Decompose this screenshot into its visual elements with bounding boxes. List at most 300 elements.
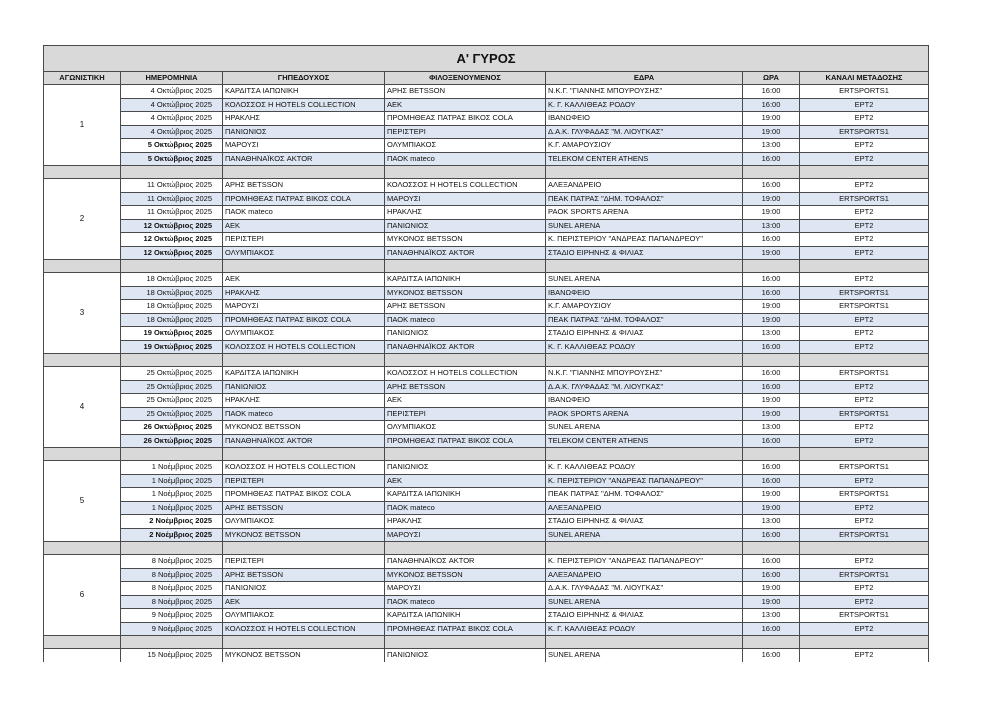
match-date: 2 Νοέμβριος 2025 [121, 528, 223, 542]
separator-cell [546, 354, 743, 367]
header-row [44, 72, 929, 85]
match-time: 16:00 [743, 286, 800, 300]
separator-cell [223, 542, 385, 555]
separator-cell [121, 166, 223, 179]
venue: Κ.Γ. ΑΜΑΡΟΥΣΙΟΥ [546, 139, 743, 153]
match-row [44, 98, 929, 112]
away-team: ΜΑΡΟΥΣΙ [385, 582, 546, 596]
match-row [44, 273, 929, 287]
match-time: 16:00 [743, 273, 800, 287]
venue: SUNEL ARENA [546, 273, 743, 287]
match-row [44, 139, 929, 153]
match-time: 16:00 [743, 461, 800, 475]
match-time: 16:00 [743, 98, 800, 112]
separator-cell [743, 542, 800, 555]
separator-cell [121, 636, 223, 649]
separator-cell [121, 542, 223, 555]
match-date: 12 Οκτώβριος 2025 [121, 219, 223, 233]
away-team: ΑΡΗΣ BETSSON [385, 300, 546, 314]
home-team: ΚΟΛΟΣΣΟΣ Η HOTELS COLLECTION [223, 461, 385, 475]
separator-cell [121, 260, 223, 273]
match-date: 4 Οκτώβριος 2025 [121, 85, 223, 99]
match-time: 16:00 [743, 152, 800, 166]
venue: Κ. ΠΕΡΙΣΤΕΡΙΟΥ "ΑΝΔΡΕΑΣ ΠΑΠΑΝΔΡΕΟΥ" [546, 555, 743, 569]
venue: SUNEL ARENA [546, 219, 743, 233]
separator-cell [385, 636, 546, 649]
venue: SUNEL ARENA [546, 595, 743, 609]
separator-cell [44, 260, 121, 273]
venue: ΣΤΑΔΙΟ ΕΙΡΗΝΗΣ & ΦΙΛΙΑΣ [546, 246, 743, 260]
match-time: 19:00 [743, 501, 800, 515]
home-team: ΚΟΛΟΣΣΟΣ Η HOTELS COLLECTION [223, 98, 385, 112]
match-row [44, 595, 929, 609]
venue: ΣΤΑΔΙΟ ΕΙΡΗΝΗΣ & ΦΙΛΙΑΣ [546, 609, 743, 623]
venue: Δ.Α.Κ. ΓΛΥΦΑΔΑΣ "Μ. ΛΙΟΥΓΚΑΣ" [546, 125, 743, 139]
match-date: 25 Οκτώβριος 2025 [121, 367, 223, 381]
away-team: ΟΛΥΜΠΙΑΚΟΣ [385, 421, 546, 435]
home-team: ΚΑΡΔΙΤΣΑ ΙΑΠΩΝΙΚΗ [223, 85, 385, 99]
venue: ΑΛΕΞΑΝΔΡΕΙΟ [546, 179, 743, 193]
home-team: ΠΑΟΚ mateco [223, 206, 385, 220]
tv-channel: ERTSPORTS1 [800, 367, 929, 381]
home-team: ΠΕΡΙΣΤΕΡΙ [223, 474, 385, 488]
match-date: 9 Νοέμβριος 2025 [121, 622, 223, 636]
separator-cell [223, 636, 385, 649]
away-team: ΠΑΝΑΘΗΝΑΪΚΟΣ AKTOR [385, 555, 546, 569]
round-number: 3 [44, 273, 121, 354]
tv-channel: ΕΡΤ2 [800, 622, 929, 636]
match-row [44, 434, 929, 448]
home-team: ΜΑΡΟΥΣΙ [223, 300, 385, 314]
away-team: ΠΑΟΚ mateco [385, 501, 546, 515]
round-number: 5 [44, 461, 121, 542]
round-separator [44, 166, 929, 179]
tv-channel: ΕΡΤ2 [800, 112, 929, 126]
away-team: ΜΥΚΟΝΟΣ BETSSON [385, 286, 546, 300]
home-team: ΠΑΝΙΩΝΙΟΣ [223, 582, 385, 596]
match-row [44, 313, 929, 327]
match-row [44, 300, 929, 314]
match-row [44, 327, 929, 341]
away-team: ΚΟΛΟΣΣΟΣ Η HOTELS COLLECTION [385, 179, 546, 193]
match-date: 5 Οκτώβριος 2025 [121, 139, 223, 153]
home-team: ΗΡΑΚΛΗΣ [223, 286, 385, 300]
home-team: ΜΥΚΟΝΟΣ BETSSON [223, 528, 385, 542]
separator-cell [223, 166, 385, 179]
separator-cell [800, 354, 929, 367]
tv-channel: ERTSPORTS1 [800, 488, 929, 502]
match-date: 18 Οκτώβριος 2025 [121, 273, 223, 287]
schedule-sheet [43, 45, 928, 662]
tv-channel: ΕΡΤ2 [800, 246, 929, 260]
match-date: 8 Νοέμβριος 2025 [121, 568, 223, 582]
match-date: 19 Οκτώβριος 2025 [121, 340, 223, 354]
header-venue: ΕΔΡΑ [546, 72, 743, 85]
separator-cell [800, 542, 929, 555]
match-time: 16:00 [743, 474, 800, 488]
separator-cell [743, 260, 800, 273]
match-date: 9 Νοέμβριος 2025 [121, 609, 223, 623]
match-time: 16:00 [743, 179, 800, 193]
tv-channel: ΕΡΤ2 [800, 219, 929, 233]
venue: Κ. Γ. ΚΑΛΛΙΘΕΑΣ ΡΟΔΟΥ [546, 98, 743, 112]
home-team: ΟΛΥΜΠΙΑΚΟΣ [223, 515, 385, 529]
header-channel: ΚΑΝΑΛΙ ΜΕΤΑΔΟΣΗΣ [800, 72, 929, 85]
away-team: ΠΑΟΚ mateco [385, 595, 546, 609]
header-away: ΦΙΛΟΞΕΝΟΥΜΕΝΟΣ [385, 72, 546, 85]
schedule-body [44, 85, 929, 662]
home-team: ΑΕΚ [223, 595, 385, 609]
venue: Κ. Γ. ΚΑΛΛΙΘΕΑΣ ΡΟΔΟΥ [546, 340, 743, 354]
match-time: 16:00 [743, 367, 800, 381]
home-team: ΚΑΡΔΙΤΣΑ ΙΑΠΩΝΙΚΗ [223, 367, 385, 381]
match-time: 16:00 [743, 434, 800, 448]
match-row [44, 407, 929, 421]
venue: ΠΕΑΚ ΠΑΤΡΑΣ "ΔΗΜ. ΤΟΦΑΛΟΣ" [546, 313, 743, 327]
match-time: 13:00 [743, 515, 800, 529]
match-time: 13:00 [743, 609, 800, 623]
match-row [44, 340, 929, 354]
home-team: ΗΡΑΚΛΗΣ [223, 394, 385, 408]
away-team: ΗΡΑΚΛΗΣ [385, 515, 546, 529]
separator-cell [44, 636, 121, 649]
tv-channel: ERTSPORTS1 [800, 286, 929, 300]
venue: PAOK SPORTS ARENA [546, 206, 743, 220]
match-time: 16:00 [743, 340, 800, 354]
away-team: ΠΑΝΙΩΝΙΟΣ [385, 461, 546, 475]
tv-channel: ΕΡΤ2 [800, 394, 929, 408]
venue: ΣΤΑΔΙΟ ΕΙΡΗΝΗΣ & ΦΙΛΙΑΣ [546, 327, 743, 341]
tv-channel: ΕΡΤ2 [800, 233, 929, 247]
match-row [44, 192, 929, 206]
match-row [44, 286, 929, 300]
tv-channel: ΕΡΤ2 [800, 313, 929, 327]
match-time: 19:00 [743, 206, 800, 220]
round-number: 6 [44, 555, 121, 636]
venue: ΣΤΑΔΙΟ ΕΙΡΗΝΗΣ & ΦΙΛΙΑΣ [546, 515, 743, 529]
venue: ΠΕΑΚ ΠΑΤΡΑΣ "ΔΗΜ. ΤΟΦΑΛΟΣ" [546, 192, 743, 206]
match-row [44, 152, 929, 166]
match-date: 18 Οκτώβριος 2025 [121, 313, 223, 327]
match-date: 4 Οκτώβριος 2025 [121, 112, 223, 126]
match-row [44, 501, 929, 515]
away-team: ΠΡΟΜΗΘΕΑΣ ΠΑΤΡΑΣ ΒΙΚΟΣ COLA [385, 622, 546, 636]
away-team: ΑΕΚ [385, 394, 546, 408]
away-team: ΠΕΡΙΣΤΕΡΙ [385, 407, 546, 421]
match-time: 19:00 [743, 394, 800, 408]
away-team: ΚΑΡΔΙΤΣΑ ΙΑΠΩΝΙΚΗ [385, 609, 546, 623]
venue: ΙΒΑΝΩΦΕΙΟ [546, 286, 743, 300]
tv-channel: ΕΡΤ2 [800, 434, 929, 448]
match-row [44, 474, 929, 488]
home-team: ΠΕΡΙΣΤΕΡΙ [223, 555, 385, 569]
venue: Δ.Α.Κ. ΓΛΥΦΑΔΑΣ "Μ. ΛΙΟΥΓΚΑΣ" [546, 380, 743, 394]
tv-channel: ΕΡΤ2 [800, 421, 929, 435]
separator-cell [385, 166, 546, 179]
venue: ΙΒΑΝΩΦΕΙΟ [546, 112, 743, 126]
venue: ΑΛΕΞΑΝΔΡΕΙΟ [546, 568, 743, 582]
match-row [44, 394, 929, 408]
venue: Ν.Κ.Γ. "ΓΙΑΝΝΗΣ ΜΠΟΥΡΟΥΣΗΣ" [546, 85, 743, 99]
venue: TELEKOM CENTER ATHENS [546, 434, 743, 448]
match-row [44, 555, 929, 569]
match-date: 12 Οκτώβριος 2025 [121, 233, 223, 247]
separator-cell [743, 166, 800, 179]
match-date: 19 Οκτώβριος 2025 [121, 327, 223, 341]
home-team: ΜΥΚΟΝΟΣ BETSSON [223, 421, 385, 435]
match-date: 1 Νοέμβριος 2025 [121, 488, 223, 502]
match-row [44, 568, 929, 582]
home-team: ΗΡΑΚΛΗΣ [223, 112, 385, 126]
venue: SUNEL ARENA [546, 421, 743, 435]
separator-cell [546, 542, 743, 555]
away-team: ΟΛΥΜΠΙΑΚΟΣ [385, 139, 546, 153]
match-time: 19:00 [743, 488, 800, 502]
match-date: 2 Νοέμβριος 2025 [121, 515, 223, 529]
tv-channel: ERTSPORTS1 [800, 85, 929, 99]
match-row [44, 609, 929, 623]
away-team: ΠΑΝΙΩΝΙΟΣ [385, 649, 546, 662]
away-team: ΚΑΡΔΙΤΣΑ ΙΑΠΩΝΙΚΗ [385, 273, 546, 287]
separator-cell [743, 448, 800, 461]
separator-cell [546, 636, 743, 649]
match-date: 18 Οκτώβριος 2025 [121, 300, 223, 314]
home-team: ΑΡΗΣ BETSSON [223, 568, 385, 582]
round-separator [44, 636, 929, 649]
round-number: 1 [44, 85, 121, 166]
home-team: ΟΛΥΜΠΙΑΚΟΣ [223, 609, 385, 623]
away-team: ΠΕΡΙΣΤΕΡΙ [385, 125, 546, 139]
home-team: ΚΟΛΟΣΣΟΣ Η HOTELS COLLECTION [223, 340, 385, 354]
tv-channel: ERTSPORTS1 [800, 528, 929, 542]
match-date: 25 Οκτώβριος 2025 [121, 380, 223, 394]
home-team: ΟΛΥΜΠΙΑΚΟΣ [223, 327, 385, 341]
match-row [44, 488, 929, 502]
venue: Κ.Γ. ΑΜΑΡΟΥΣΙΟΥ [546, 300, 743, 314]
separator-cell [385, 354, 546, 367]
tv-channel: ERTSPORTS1 [800, 461, 929, 475]
home-team: ΜΥΚΟΝΟΣ BETSSON [223, 649, 385, 662]
tv-channel: ERTSPORTS1 [800, 125, 929, 139]
match-date: 1 Νοέμβριος 2025 [121, 461, 223, 475]
separator-cell [546, 166, 743, 179]
match-time: 16:00 [743, 380, 800, 394]
away-team: ΠΑΝΑΘΗΝΑΪΚΟΣ AKTOR [385, 340, 546, 354]
home-team: ΑΕΚ [223, 273, 385, 287]
tv-channel: ΕΡΤ2 [800, 380, 929, 394]
home-team: ΠΑΝΙΩΝΙΟΣ [223, 380, 385, 394]
venue: ΠΕΑΚ ΠΑΤΡΑΣ "ΔΗΜ. ΤΟΦΑΛΟΣ" [546, 488, 743, 502]
separator-cell [800, 448, 929, 461]
header-round: ΑΓΩΝΙΣΤΙΚΗ [44, 72, 121, 85]
away-team: ΑΕΚ [385, 474, 546, 488]
tv-channel: ΕΡΤ2 [800, 206, 929, 220]
match-time: 16:00 [743, 85, 800, 99]
venue: ΑΛΕΞΑΝΔΡΕΙΟ [546, 501, 743, 515]
round-separator [44, 542, 929, 555]
venue: Κ. ΠΕΡΙΣΤΕΡΙΟΥ "ΑΝΔΡΕΑΣ ΠΑΠΑΝΔΡΕΟΥ" [546, 233, 743, 247]
match-time: 19:00 [743, 192, 800, 206]
title-row [44, 46, 929, 72]
match-row [44, 85, 929, 99]
match-time: 19:00 [743, 125, 800, 139]
match-date: 8 Νοέμβριος 2025 [121, 555, 223, 569]
home-team: ΑΕΚ [223, 219, 385, 233]
tv-channel: ΕΡΤ2 [800, 515, 929, 529]
home-team: ΠΡΟΜΗΘΕΑΣ ΠΑΤΡΑΣ ΒΙΚΟΣ COLA [223, 313, 385, 327]
match-time: 13:00 [743, 327, 800, 341]
match-date: 26 Οκτώβριος 2025 [121, 421, 223, 435]
match-row [44, 582, 929, 596]
venue: Κ. Γ. ΚΑΛΛΙΘΕΑΣ ΡΟΔΟΥ [546, 461, 743, 475]
match-date: 8 Νοέμβριος 2025 [121, 582, 223, 596]
tv-channel: ΕΡΤ2 [800, 501, 929, 515]
away-team: ΜΑΡΟΥΣΙ [385, 528, 546, 542]
match-time: 16:00 [743, 622, 800, 636]
venue: SUNEL ARENA [546, 528, 743, 542]
venue: Ν.Κ.Γ. "ΓΙΑΝΝΗΣ ΜΠΟΥΡΟΥΣΗΣ" [546, 367, 743, 381]
home-team: ΠΡΟΜΗΘΕΑΣ ΠΑΤΡΑΣ ΒΙΚΟΣ COLA [223, 192, 385, 206]
match-date: 4 Οκτώβριος 2025 [121, 98, 223, 112]
match-time: 19:00 [743, 313, 800, 327]
match-time: 19:00 [743, 595, 800, 609]
match-row [44, 515, 929, 529]
match-row [44, 125, 929, 139]
schedule-table [43, 45, 929, 662]
away-team: ΠΑΟΚ mateco [385, 313, 546, 327]
match-date: 26 Οκτώβριος 2025 [121, 434, 223, 448]
away-team: ΠΡΟΜΗΘΕΑΣ ΠΑΤΡΑΣ ΒΙΚΟΣ COLA [385, 434, 546, 448]
away-team: ΠΑΝΙΩΝΙΟΣ [385, 219, 546, 233]
separator-cell [800, 636, 929, 649]
tv-channel: ΕΡΤ2 [800, 582, 929, 596]
match-time: 13:00 [743, 139, 800, 153]
venue: Κ. ΠΕΡΙΣΤΕΡΙΟΥ "ΑΝΔΡΕΑΣ ΠΑΠΑΝΔΡΕΟΥ" [546, 474, 743, 488]
match-time: 19:00 [743, 300, 800, 314]
home-team: ΚΟΛΟΣΣΟΣ Η HOTELS COLLECTION [223, 622, 385, 636]
separator-cell [385, 448, 546, 461]
away-team: ΜΥΚΟΝΟΣ BETSSON [385, 233, 546, 247]
tv-channel: ΕΡΤ2 [800, 139, 929, 153]
match-date: 11 Οκτώβριος 2025 [121, 206, 223, 220]
home-team: ΑΡΗΣ BETSSON [223, 501, 385, 515]
separator-cell [743, 636, 800, 649]
away-team: ΠΑΝΙΩΝΙΟΣ [385, 327, 546, 341]
match-time: 16:00 [743, 555, 800, 569]
match-time: 19:00 [743, 407, 800, 421]
match-row [44, 649, 929, 662]
round-separator [44, 354, 929, 367]
match-time: 16:00 [743, 233, 800, 247]
tv-channel: ΕΡΤ2 [800, 152, 929, 166]
away-team: ΚΑΡΔΙΤΣΑ ΙΑΠΩΝΙΚΗ [385, 488, 546, 502]
home-team: ΜΑΡΟΥΣΙ [223, 139, 385, 153]
match-time: 19:00 [743, 112, 800, 126]
away-team: ΠΑΟΚ mateco [385, 152, 546, 166]
match-row [44, 233, 929, 247]
match-row [44, 528, 929, 542]
header-home: ΓΗΠΕΔΟΥΧΟΣ [223, 72, 385, 85]
tv-channel: ΕΡΤ2 [800, 474, 929, 488]
match-date: 1 Νοέμβριος 2025 [121, 501, 223, 515]
away-team: ΜΑΡΟΥΣΙ [385, 192, 546, 206]
separator-cell [44, 166, 121, 179]
separator-cell [800, 260, 929, 273]
tv-channel: ΕΡΤ2 [800, 327, 929, 341]
match-row [44, 112, 929, 126]
match-time: 16:00 [743, 649, 800, 662]
header-time: ΩΡΑ [743, 72, 800, 85]
home-team: ΟΛΥΜΠΙΑΚΟΣ [223, 246, 385, 260]
home-team: ΠΑΝΑΘΗΝΑΪΚΟΣ AKTOR [223, 434, 385, 448]
match-row [44, 179, 929, 193]
match-row [44, 246, 929, 260]
separator-cell [223, 260, 385, 273]
home-team: ΠΡΟΜΗΘΕΑΣ ΠΑΤΡΑΣ ΒΙΚΟΣ COLA [223, 488, 385, 502]
match-date: 18 Οκτώβριος 2025 [121, 286, 223, 300]
match-time: 16:00 [743, 568, 800, 582]
venue: Δ.Α.Κ. ΓΛΥΦΑΔΑΣ "Μ. ΛΙΟΥΓΚΑΣ" [546, 582, 743, 596]
tv-channel: ΕΡΤ2 [800, 273, 929, 287]
match-row [44, 461, 929, 475]
tv-channel: ERTSPORTS1 [800, 300, 929, 314]
away-team: ΠΡΟΜΗΘΕΑΣ ΠΑΤΡΑΣ ΒΙΚΟΣ COLA [385, 112, 546, 126]
separator-cell [44, 542, 121, 555]
match-row [44, 367, 929, 381]
separator-cell [121, 354, 223, 367]
home-team: ΠΕΡΙΣΤΕΡΙ [223, 233, 385, 247]
separator-cell [800, 166, 929, 179]
separator-cell [121, 448, 223, 461]
home-team: ΠΑΝΙΩΝΙΟΣ [223, 125, 385, 139]
match-date: 12 Οκτώβριος 2025 [121, 246, 223, 260]
away-team: ΑΡΗΣ BETSSON [385, 85, 546, 99]
match-time: 13:00 [743, 421, 800, 435]
away-team: ΑΕΚ [385, 98, 546, 112]
round-number [44, 649, 121, 662]
tv-channel: ΕΡΤ2 [800, 98, 929, 112]
tv-channel: ERTSPORTS1 [800, 192, 929, 206]
tv-channel: ΕΡΤ2 [800, 179, 929, 193]
round-number: 2 [44, 179, 121, 260]
venue: TELEKOM CENTER ATHENS [546, 152, 743, 166]
match-time: 13:00 [743, 219, 800, 233]
venue: Κ. Γ. ΚΑΛΛΙΘΕΑΣ ΡΟΔΟΥ [546, 622, 743, 636]
round-separator [44, 260, 929, 273]
home-team: ΠΑΝΑΘΗΝΑΪΚΟΣ AKTOR [223, 152, 385, 166]
match-time: 16:00 [743, 528, 800, 542]
away-team: ΑΡΗΣ BETSSON [385, 380, 546, 394]
match-row [44, 380, 929, 394]
match-time: 19:00 [743, 582, 800, 596]
match-row [44, 219, 929, 233]
match-date: 11 Οκτώβριος 2025 [121, 192, 223, 206]
tv-channel: ΕΡΤ2 [800, 340, 929, 354]
table-title: Α' ΓΥΡΟΣ [44, 46, 929, 72]
away-team: ΜΥΚΟΝΟΣ BETSSON [385, 568, 546, 582]
away-team: ΗΡΑΚΛΗΣ [385, 206, 546, 220]
separator-cell [44, 448, 121, 461]
match-row [44, 622, 929, 636]
match-date: 8 Νοέμβριος 2025 [121, 595, 223, 609]
venue: PAOK SPORTS ARENA [546, 407, 743, 421]
home-team: ΑΡΗΣ BETSSON [223, 179, 385, 193]
match-date: 25 Οκτώβριος 2025 [121, 394, 223, 408]
header-date: ΗΜΕΡΟΜΗΝΙΑ [121, 72, 223, 85]
separator-cell [385, 260, 546, 273]
separator-cell [546, 448, 743, 461]
separator-cell [546, 260, 743, 273]
